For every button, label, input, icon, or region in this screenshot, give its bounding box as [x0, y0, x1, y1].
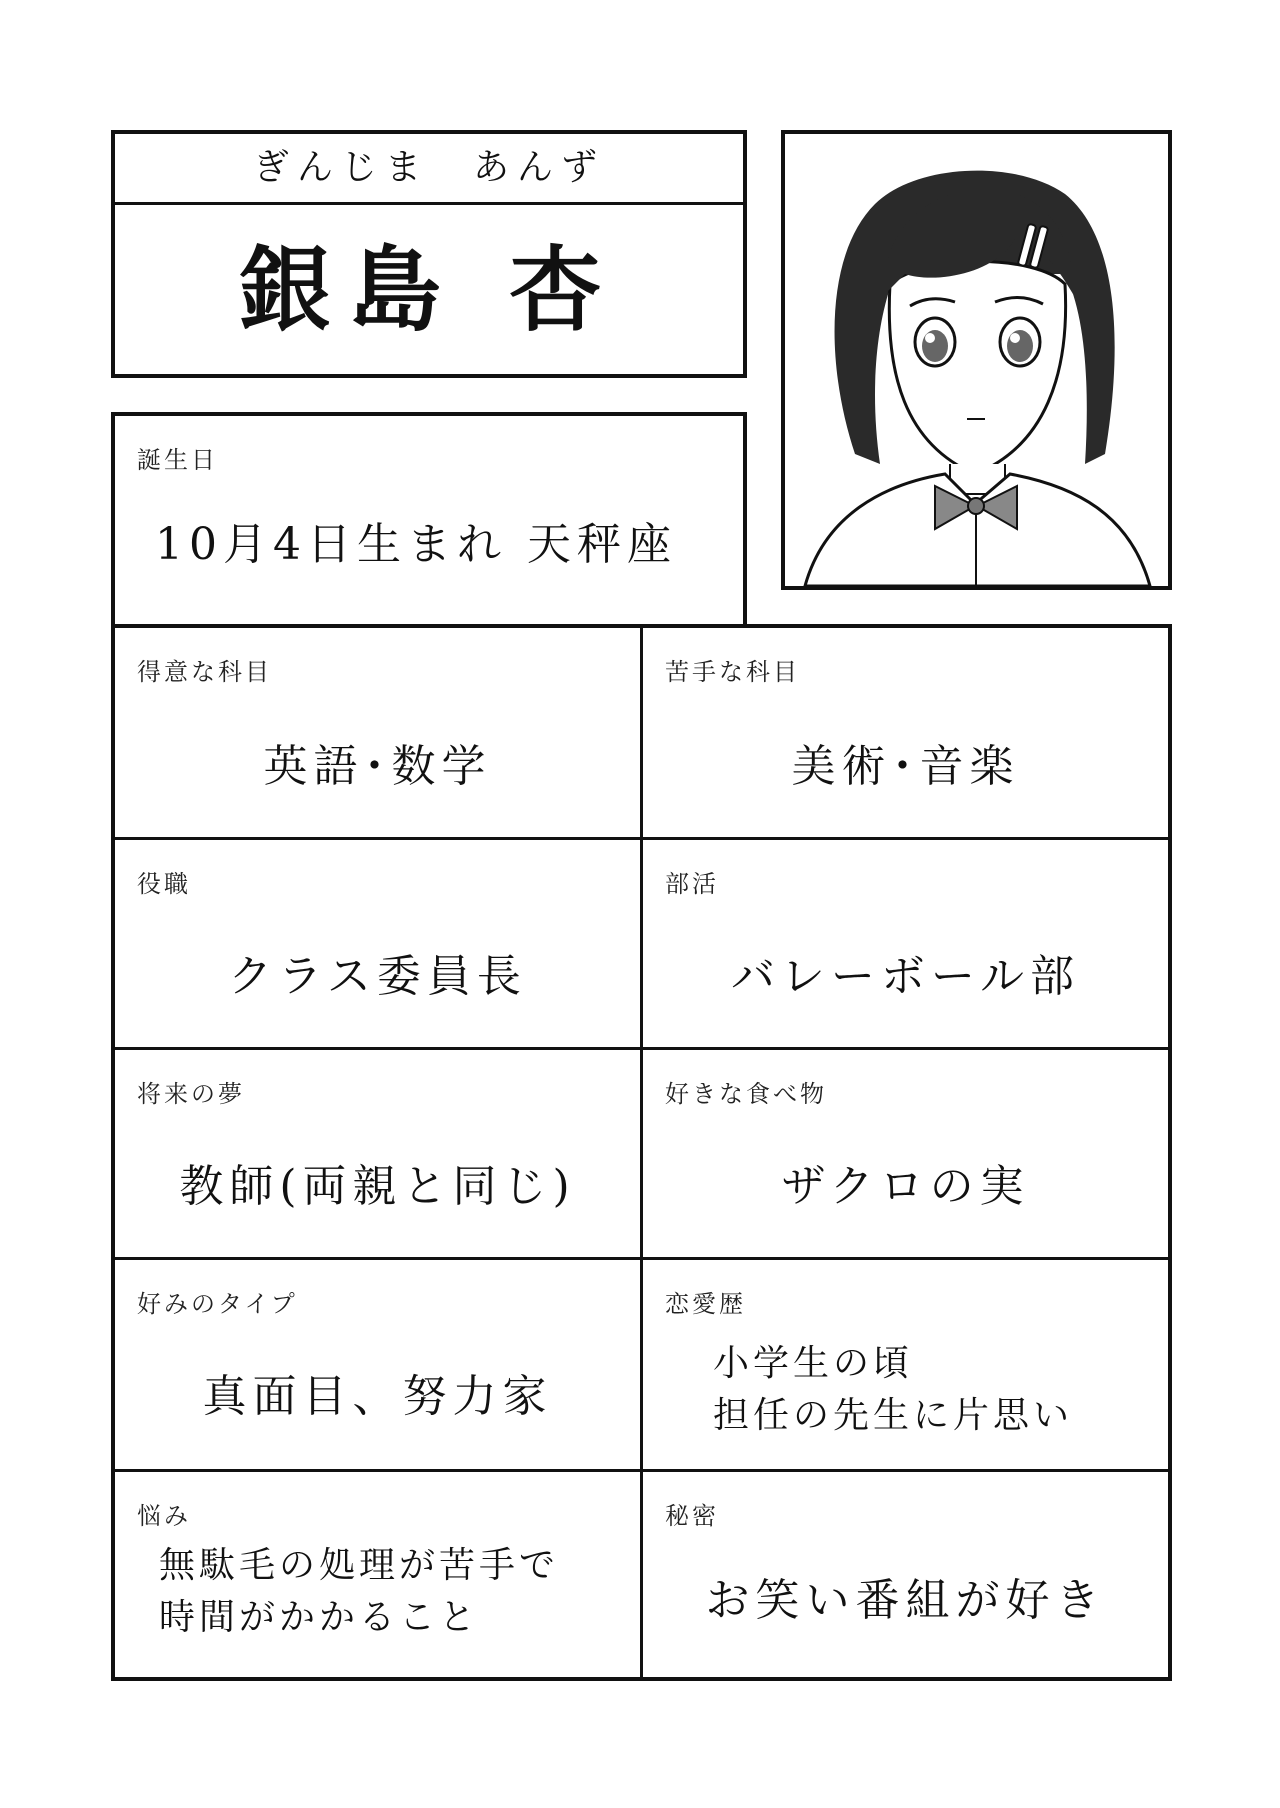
love-history-line: 小学生の頃: [713, 1343, 914, 1384]
love-history-line: 担任の先生に片思い: [713, 1395, 1074, 1436]
favorite-food-value: ザクロの実: [781, 1161, 1030, 1212]
love-history-cell: [643, 1260, 1168, 1472]
full-name: 銀島 杏: [238, 236, 620, 344]
worry-line: 無駄毛の処理が苦手で: [159, 1545, 560, 1586]
portrait-frame: [781, 130, 1172, 590]
worry-label: 悩み: [137, 1502, 191, 1530]
worry-value: [159, 1540, 640, 1644]
worry-line: 時間がかかること: [159, 1597, 480, 1638]
strong-subject-cell: [115, 628, 643, 840]
profile-grid: [111, 624, 1172, 1681]
role-value: クラス委員長: [228, 951, 527, 1002]
weak-subject-cell: [643, 628, 1168, 840]
birthday-value: 10月4日生まれ 天秤座: [155, 519, 677, 570]
dream-cell: [115, 1050, 643, 1260]
favorite-food-cell: [643, 1050, 1168, 1260]
club-label: 部活: [665, 870, 719, 898]
preferred-type-label: 好みのタイプ: [137, 1290, 298, 1318]
preferred-type-cell: [115, 1260, 643, 1472]
secret-label: 秘密: [665, 1502, 719, 1530]
weak-subject-label: 苦手な科目: [665, 658, 800, 686]
strong-subject-label: 得意な科目: [137, 658, 272, 686]
name-reading: ぎんじま あんず: [115, 134, 743, 205]
club-value: バレーボール部: [730, 951, 1081, 1002]
secret-cell: [643, 1472, 1168, 1677]
club-cell: [643, 840, 1168, 1050]
worry-cell: [115, 1472, 643, 1677]
love-history-label: 恋愛歴: [665, 1290, 746, 1318]
weak-subject-value: 美術･音楽: [791, 741, 1020, 792]
birthday-card: [111, 412, 747, 630]
favorite-food-label: 好きな食べ物: [665, 1080, 827, 1108]
love-history-value: [713, 1338, 1168, 1442]
dream-label: 将来の夢: [137, 1080, 245, 1108]
role-label: 役職: [137, 870, 191, 898]
strong-subject-value: 英語･数学: [263, 741, 492, 792]
girl-portrait-illustration: [785, 134, 1168, 586]
birthday-label: 誕生日: [137, 446, 218, 474]
role-cell: [115, 840, 643, 1050]
name-card: [111, 130, 747, 378]
preferred-type-value: 真面目、努力家: [202, 1371, 553, 1422]
secret-value: お笑い番組が好き: [705, 1575, 1106, 1626]
dream-value: 教師(両親と同じ): [179, 1161, 576, 1212]
